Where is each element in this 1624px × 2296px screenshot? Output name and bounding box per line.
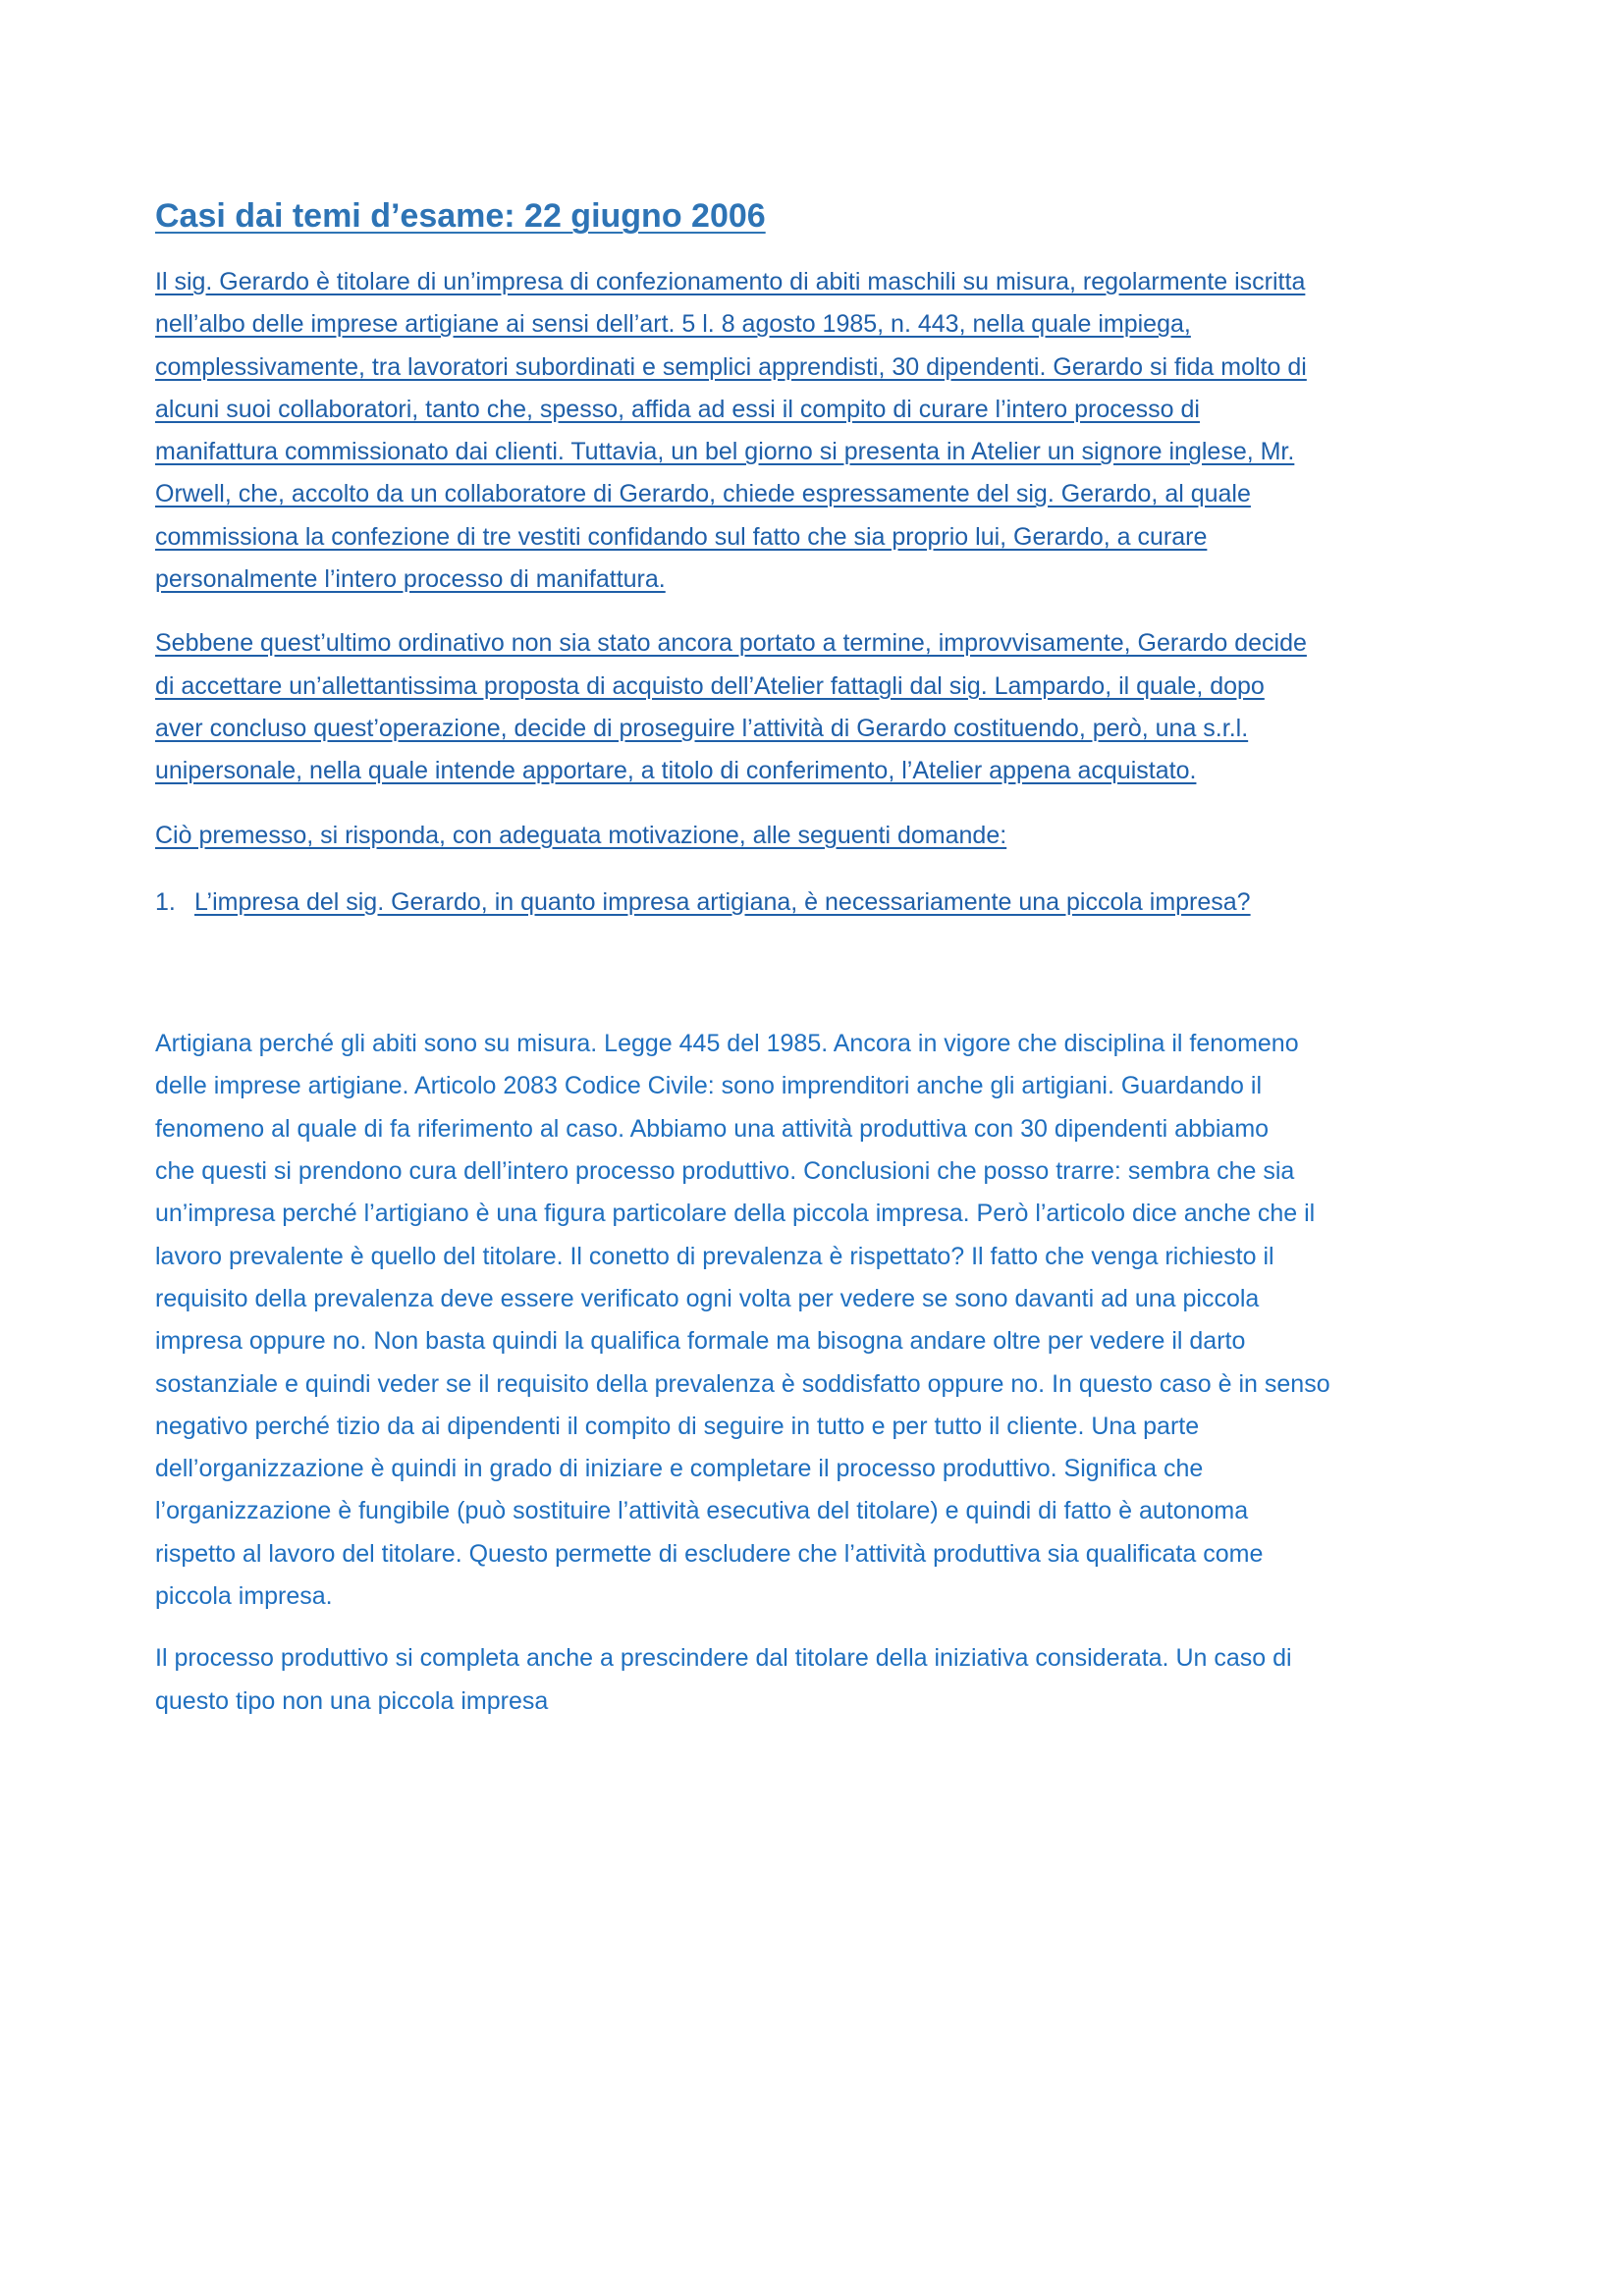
text-line: unipersonale, nella quale intende apportare, a titolo di conferimento, l’Atelier appena acquistato. <box>155 757 1197 785</box>
notes-paragraph-2 <box>155 1637 1481 1723</box>
text-line: sostanziale e quindi veder se il requisito della prevalenza è soddisfatto oppure no. In questo caso è in senso <box>155 1369 1330 1398</box>
text-line: complessivamente, tra lavoratori subordinati e semplici apprendisti, 30 dipendenti. Gerardo si fida molto di <box>155 352 1307 381</box>
text-line: questo tipo non una piccola impresa <box>155 1686 549 1715</box>
text-line: Sebbene quest’ultimo ordinativo non sia stato ancora portato a termine, improvvisamente, Gerardo decide <box>155 629 1307 658</box>
text-line: Artigiana perché gli abiti sono su misura. Legge 445 del 1985. Ancora in vigore che disciplina il fenomeno <box>155 1030 1299 1058</box>
case-intro <box>155 815 1481 857</box>
text-line: delle imprese artigiane. Articolo 2083 Codice Civile: sono imprenditori anche gli artigiani. Guardando il <box>155 1072 1263 1100</box>
text-line: Il processo produttivo si completa anche a prescindere dal titolare della iniziativa considerata. Un caso di <box>155 1644 1292 1673</box>
text-line: negativo perché tizio da ai dipendenti il compito di seguire in tutto e per tutto il cliente. Una parte <box>155 1412 1200 1440</box>
text-line: nell’albo delle imprese artigiane ai sensi dell’art. 5 l. 8 agosto 1985, n. 443, nella quale impiega, <box>155 310 1191 339</box>
page-title: Casi dai temi d’esame: 22 giugno 2006 <box>155 197 766 235</box>
text-line: un’impresa perché l’artigiano è una figura particolare della piccola impresa. Però l’articolo dice anche che il <box>155 1200 1316 1228</box>
text-line: Ciò premesso, si risponda, con adeguata motivazione, alle seguenti domande: <box>155 821 1007 849</box>
text-line: dell’organizzazione è quindi in grado di iniziare e completare il processo produttivo. Significa che <box>155 1455 1204 1483</box>
text-line: Il sig. Gerardo è titolare di un’impresa di confezionamento di abiti maschili su misura, regolarmente iscritta <box>155 268 1306 295</box>
text-line: rispetto al lavoro del titolare. Questo permette di escludere che l’attività produttiva sia qualificata come <box>155 1539 1264 1568</box>
text-line: lavoro prevalente è quello del titolare. Il conetto di prevalenza è rispettato? Il fatto che venga richiesto il <box>155 1242 1274 1270</box>
text-line: personalmente l’intero processo di manifattura. <box>155 565 666 594</box>
text-line: fenomeno al quale di fa riferimento al caso. Abbiamo una attività produttiva con 30 dipendenti abbiamo <box>155 1114 1270 1143</box>
document-content <box>155 192 1481 1723</box>
question-text: L’impresa del sig. Gerardo, in quanto impresa artigiana, è necessariamente una piccola impresa? <box>194 887 1251 916</box>
text-line: di accettare un’allettantissima proposta di acquisto dell’Atelier fattagli dal sig. Lampardo, il quale, dopo <box>155 671 1265 700</box>
text-line: alcuni suoi collaboratori, tanto che, spesso, affida ad essi il compito di curare l’intero processo di <box>155 395 1200 423</box>
text-line: aver concluso quest’operazione, decide di proseguire l’attività di Gerardo costituendo, però, una s.r.l. <box>155 714 1249 742</box>
question-number: 1. <box>155 887 176 916</box>
text-line: requisito della prevalenza deve essere verificato ogni volta per vedere se sono davanti ad una piccola <box>155 1284 1260 1312</box>
question-line <box>155 881 1481 924</box>
text-line: manifattura commissionato dai clienti. Tuttavia, un bel giorno si presenta in Atelier un signore inglese, Mr. <box>155 438 1295 466</box>
text-line: Orwell, che, accolto da un collaboratore di Gerardo, chiede espressamente del sig. Gerardo, al quale <box>155 480 1251 508</box>
notes-paragraph-1 <box>155 1023 1481 1618</box>
case-paragraph-2 <box>155 622 1481 792</box>
case-paragraph-1 <box>155 261 1481 601</box>
text-line: l’organizzazione è fungibile (può sostituire l’attività esecutiva del titolare) e quindi di fatto è autonoma <box>155 1497 1249 1525</box>
text-line: piccola impresa. <box>155 1582 333 1611</box>
text-line: che questi si prendono cura dell’intero processo produttivo. Conclusioni che posso trarre: sembra che sia <box>155 1157 1295 1186</box>
text-line: commissiona la confezione di tre vestiti confidando sul fatto che sia proprio lui, Gerardo, a curare <box>155 522 1208 551</box>
text-line: impresa oppure no. Non basta quindi la qualifica formale ma bisogna andare oltre per vedere il darto <box>155 1327 1246 1356</box>
question-item <box>155 881 1481 924</box>
